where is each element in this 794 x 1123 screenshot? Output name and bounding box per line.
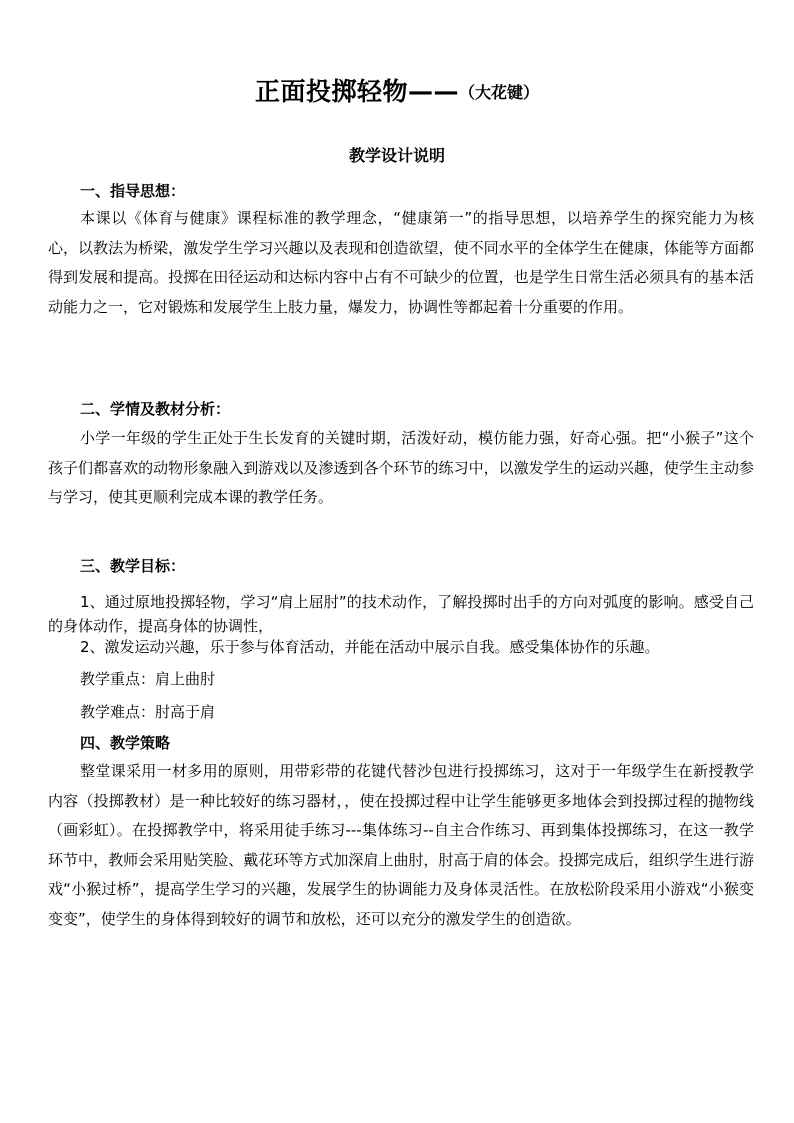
section-heading-teaching-goals: 三、教学目标： — [80, 557, 186, 575]
document-title — [0, 72, 794, 108]
section-paragraph-student-analysis: 小学一年级的学生正处于生长发育的关键时期，活泼好动，模仿能力强，好奇心强。把“小猴子”这个孩子们都喜欢的动物形象融入到游戏以及渗透到各个环节的练习中，以激发学生的运动兴趣，使学生主动参与学习，使其更顺利完成本课的教学任务。 — [48, 429, 754, 506]
section-paragraph-teaching-strategy: 整堂课采用一材多用的原则，用带彩带的花键代替沙包进行投掷练习，这对于一年级学生在新授教学内容（投掷教材）是一种比较好的练习器材，，使在投掷过程中让学生能够更多地体会到投掷过程的抛物线（画彩虹）。在投掷教学中，将采用徒手练习---集体练习--自主合作练习、再到集体投掷练习，在这一教学环节中，教师会采用贴笑脸、戴花环等方式加深肩上曲肘，肘高于肩的体会。投掷完成后，组织学生进行游戏“小猴过桥”，提高学生学习的兴趣，发展学生的协调能力及身体灵活性。在放松阶段采用小游戏“小猴变变变”，使学生的身体得到较好的调节和放松，还可以充分的激发学生的创造欲。 — [48, 762, 754, 928]
teaching-difficulty: 教学难点：肘高于肩 — [80, 703, 216, 721]
title-subtitle-parenthetical: （大花键） — [459, 83, 540, 102]
section-heading-student-analysis: 二、学情及教材分析： — [80, 400, 231, 418]
section-paragraph-guiding-ideology: 本课以《体育与健康》课程标准的教学理念，“健康第一”的指导思想，以培养学生的探究能力为核心，以教法为桥梁，激发学生学习兴趣以及表现和创造欲望，使不同水平的全体学生在健康，体能等方面都得到发展和提高。投掷在田径运动和达标内容中占有不可缺少的位置，也是学生日常生活必须具有的基本活动能力之一，它对锻炼和发展学生上肢力量，爆发力，协调性等都起着十分重要的作用。 — [48, 209, 754, 316]
section-heading-teaching-strategy: 四、教学策略 — [80, 734, 171, 752]
teaching-goal-1: 1、通过原地投掷轻物，学习“肩上屈肘”的技术动作，了解投掷时出手的方向对弧度的影响。感受自己的身体动作，提高身体的协调性， — [48, 593, 754, 635]
title-main: 正面投掷轻物—— — [254, 77, 459, 106]
document-subtitle: 教学设计说明 — [348, 146, 445, 165]
teaching-key-point: 教学重点：肩上曲肘 — [80, 670, 216, 688]
section-heading-guiding-ideology: 一、指导思想： — [80, 182, 186, 200]
teaching-goal-2: 2、激发运动兴趣，乐于参与体育活动，并能在活动中展示自我。感受集体协作的乐趣。 — [80, 638, 660, 656]
